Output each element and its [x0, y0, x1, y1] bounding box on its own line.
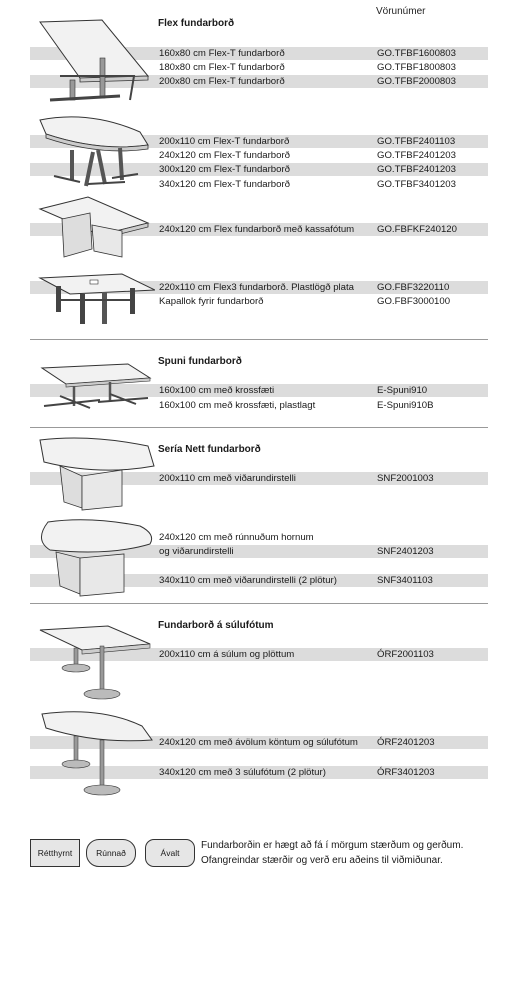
section-divider: [30, 339, 488, 340]
product-code: ÓRF3401203: [377, 767, 435, 778]
product-name: 220x110 cm Flex3 fundarborð. Plastlögð plata: [159, 282, 355, 293]
footnote-line1: Fundarborðin er hægt að fá í mörgum stærðum og gerðum.: [201, 840, 464, 851]
product-code: E-Spuni910: [377, 385, 428, 396]
product-code: GO.TFBF3401203: [377, 179, 456, 190]
product-code: SNF3401103: [377, 575, 433, 586]
product-name: 240x120 cm Flex-T fundarborð: [159, 150, 291, 161]
section-title-nett: Sería Nett fundarborð: [158, 444, 261, 455]
nett-table-illustration: [30, 436, 155, 514]
product-name: 160x100 cm með krossfæti, plastlagt: [159, 400, 316, 411]
product-code: GO.TFBF2000803: [377, 76, 456, 87]
nett-rounded-table-illustration: [30, 516, 155, 601]
product-name: 200x80 cm Flex-T fundarborð: [159, 76, 285, 87]
pedestal-table-illustration: [30, 622, 155, 710]
product-name: 160x80 cm Flex-T fundarborð: [159, 48, 285, 59]
product-code: GO.TFBF1800803: [377, 62, 456, 73]
flex-t-table-illustration: [30, 18, 155, 108]
section-title-sulufotum: Fundarborð á súlufótum: [158, 620, 274, 631]
product-name: 200x110 cm á súlum og plöttum: [159, 649, 295, 660]
product-name: 340x120 cm Flex-T fundarborð: [159, 179, 291, 190]
product-name: Kapallok fyrir fundarborð: [159, 296, 264, 307]
product-code: GO.TFBF2401103: [377, 136, 456, 147]
box-leg-table-illustration: [30, 195, 155, 265]
product-code: GO.TFBF1600803: [377, 48, 456, 59]
section-divider: [30, 427, 488, 428]
shape-oval-button[interactable]: Ávalt: [145, 839, 195, 867]
spuni-table-illustration: [30, 358, 155, 413]
product-code: GO.TFBF2401203: [377, 150, 456, 161]
section-divider: [30, 603, 488, 604]
product-code: SNF2401203: [377, 546, 434, 557]
product-name: 300x120 cm Flex-T fundarborð: [159, 164, 291, 175]
shape-rectangular-button[interactable]: Rétthyrnt: [30, 839, 80, 867]
product-code: SNF2001003: [377, 473, 434, 484]
product-name: 240x120 cm með rúnnuðum hornum: [159, 532, 314, 543]
product-code: ÓRF2401203: [377, 737, 435, 748]
product-code: GO.TFBF2401203: [377, 164, 456, 175]
product-name: 160x100 cm með krossfæti: [159, 385, 275, 396]
product-name: 240x120 cm Flex fundarborð með kassafótum: [159, 224, 355, 235]
flex3-table-illustration: [30, 270, 155, 332]
shape-rounded-button[interactable]: Rúnnað: [86, 839, 136, 867]
product-name: 200x110 cm með viðarundirstelli: [159, 473, 296, 484]
product-name: 240x120 cm með ávölum köntum og súlufótum: [159, 737, 358, 748]
section-title-flex: Flex fundarborð: [158, 18, 235, 29]
section-title-spuni: Spuni fundarborð: [158, 356, 242, 367]
product-name: 340x110 cm með viðarundirstelli (2 plötur): [159, 575, 337, 586]
product-name: 180x80 cm Flex-T fundarborð: [159, 62, 285, 73]
product-name: og viðarundirstelli: [159, 546, 234, 557]
product-code: GO.FBFKF240120: [377, 224, 457, 235]
product-code: GO.FBF3000100: [377, 296, 451, 307]
product-code: E-Spuni910B: [377, 400, 434, 411]
product-code: GO.FBF3220110: [377, 282, 450, 293]
product-name: 200x110 cm Flex-T fundarborð: [159, 136, 290, 147]
pedestal-large-table-illustration: [30, 708, 155, 800]
flex-t-large-table-illustration: [30, 110, 155, 190]
footnote: [201, 838, 501, 868]
code-column-header: Vörunúmer: [376, 6, 426, 17]
product-code: ÓRF2001103: [377, 649, 434, 660]
product-name: 340x120 cm með 3 súlufótum (2 plötur): [159, 767, 326, 778]
footnote-line2: Ofangreindar stærðir og verð eru aðeins til viðmiðunar.: [201, 855, 443, 866]
